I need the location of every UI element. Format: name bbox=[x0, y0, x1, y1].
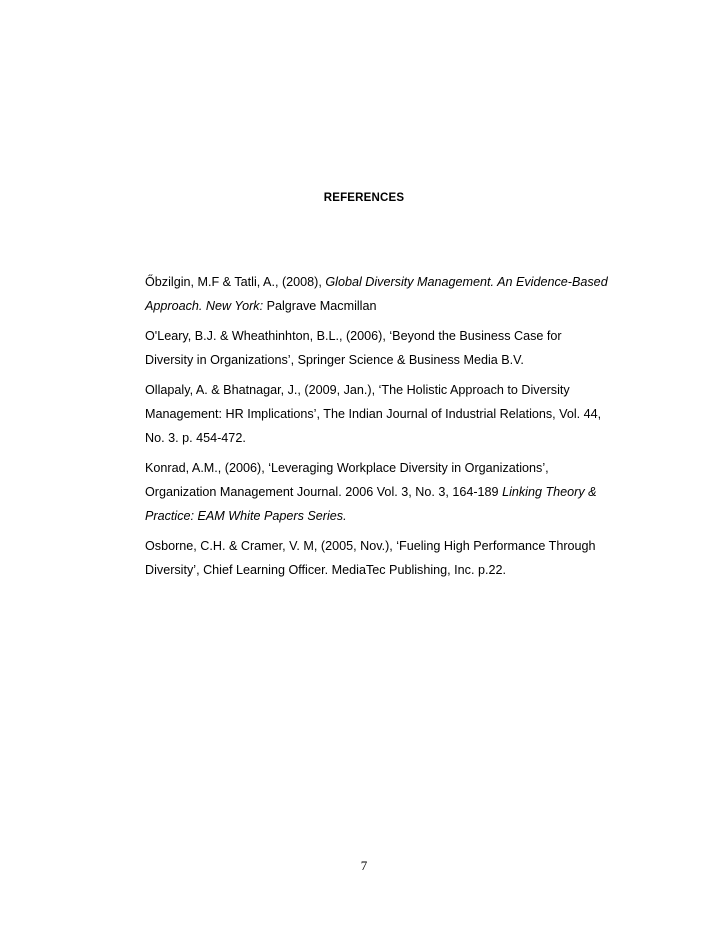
reference-italic-text: Linking Theory & bbox=[502, 485, 597, 499]
reference-line bbox=[145, 378, 615, 402]
reference-text: Ollapaly, A. & Bhatnagar, J., (2009, Jan.), ‘The Holistic Approach to Diversity bbox=[145, 383, 570, 397]
reference-entry bbox=[145, 378, 615, 450]
reference-list bbox=[145, 270, 615, 588]
reference-line bbox=[145, 456, 615, 480]
reference-entry bbox=[145, 534, 615, 582]
reference-line bbox=[145, 294, 615, 318]
reference-text: Osborne, C.H. & Cramer, V. M, (2005, Nov.), ‘Fueling High Performance Through bbox=[145, 539, 596, 553]
reference-entry bbox=[145, 456, 615, 528]
reference-line bbox=[145, 426, 615, 450]
reference-line bbox=[145, 402, 615, 426]
reference-text: Őbzilgin, M.F & Tatli, A., (2008), bbox=[145, 275, 326, 289]
reference-entry bbox=[145, 324, 615, 372]
reference-line bbox=[145, 348, 615, 372]
reference-text: Diversity’, Chief Learning Officer. MediaTec Publishing, Inc. p.22. bbox=[145, 563, 506, 577]
reference-line bbox=[145, 504, 615, 528]
page-title: REFERENCES bbox=[323, 192, 405, 204]
reference-line bbox=[145, 534, 615, 558]
reference-text: Diversity in Organizations’, Springer Science & Business Media B.V. bbox=[145, 353, 524, 367]
page-number: 7 bbox=[360, 858, 368, 873]
reference-text: O'Leary, B.J. & Wheathinhton, B.L., (2006), ‘Beyond the Business Case for bbox=[145, 329, 562, 343]
reference-italic-text: Global Diversity Management. An Evidence-Based bbox=[325, 275, 608, 289]
reference-text: Palgrave Macmillan bbox=[266, 299, 377, 313]
reference-line bbox=[145, 324, 615, 348]
reference-italic-text: Approach. New York: bbox=[145, 299, 267, 313]
reference-entry bbox=[145, 270, 615, 318]
reference-text: No. 3. p. 454-472. bbox=[145, 431, 246, 445]
reference-italic-text: Practice: EAM White Papers Series. bbox=[145, 509, 347, 523]
reference-line bbox=[145, 480, 615, 504]
reference-line bbox=[145, 270, 615, 294]
reference-line bbox=[145, 558, 615, 582]
reference-text: Management: HR Implications’, The Indian Journal of Industrial Relations, Vol. 44, bbox=[145, 407, 602, 421]
reference-text: Organization Management Journal. 2006 Vol. 3, No. 3, 164-189 bbox=[145, 485, 503, 499]
reference-text: Konrad, A.M., (2006), ‘Leveraging Workplace Diversity in Organizations’, bbox=[145, 461, 549, 475]
